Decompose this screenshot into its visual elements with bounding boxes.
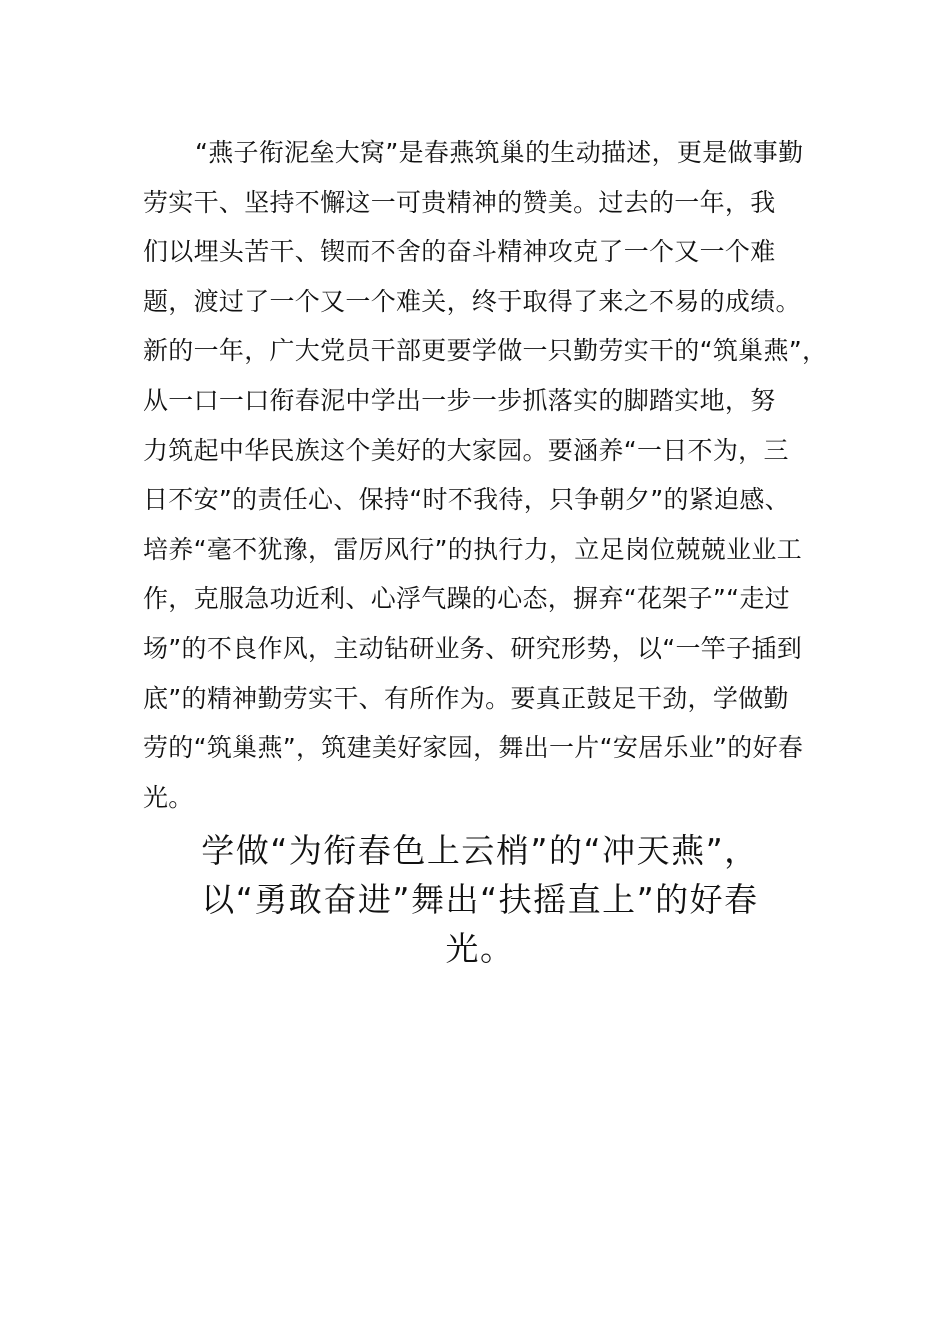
paragraph-line: 日不安”的责任心、保持“时不我待，只争朝夕”的紧迫感、 <box>143 485 790 515</box>
paragraph-line: 题，渡过了一个又一个难关，终于取得了来之不易的成绩。 <box>143 286 801 316</box>
heading-line: 学做“为衔春色上云梢”的“冲天燕”， <box>201 831 759 870</box>
paragraph-line: 劳的“筑巢燕”，筑建美好家园，舞出一片“安居乐业”的好春 <box>143 733 804 763</box>
paragraph-line: 们以埋头苦干、锲而不舍的奋斗精神攻克了一个又一个难 <box>143 237 776 267</box>
paragraph-line: 劳实干、坚持不懈这一可贵精神的赞美。过去的一年，我 <box>143 187 776 217</box>
paragraph-line: 底”的精神勤劳实干、有所作为。要真正鼓足干劲，学做勤 <box>143 683 789 713</box>
heading-line: 光。 <box>445 929 515 968</box>
paragraph-line: 作，克服急功近利、心浮气躁的心态，摒弃“花架子”“走过 <box>143 584 790 614</box>
paragraph-line: 新的一年，广大党员干部更要学做一只勤劳实干的“筑巢燕”， <box>143 336 828 366</box>
paragraph-line: 从一口一口衔春泥中学出一步一步抓落实的脚踏实地，努 <box>143 385 776 415</box>
paragraph-line: “燕子衔泥垒大窝”是春燕筑巢的生动描述，更是做事勤 <box>195 138 804 167</box>
section-heading <box>150 826 810 973</box>
paragraph-line: 培养“毫不犹豫，雷厉风行”的执行力，立足岗位兢兢业业工 <box>143 534 803 564</box>
paragraph-line: 场”的不良作风，主动钻研业务、研究形势，以“一竿子插到 <box>143 633 803 663</box>
heading-line: 以“勇敢奋进”舞出“扶摇直上”的好春 <box>201 880 759 919</box>
body-paragraph <box>143 128 828 822</box>
paragraph-line: 光。 <box>143 782 194 812</box>
paragraph-line: 力筑起中华民族这个美好的大家园。要涵养“一日不为，三 <box>143 435 789 465</box>
